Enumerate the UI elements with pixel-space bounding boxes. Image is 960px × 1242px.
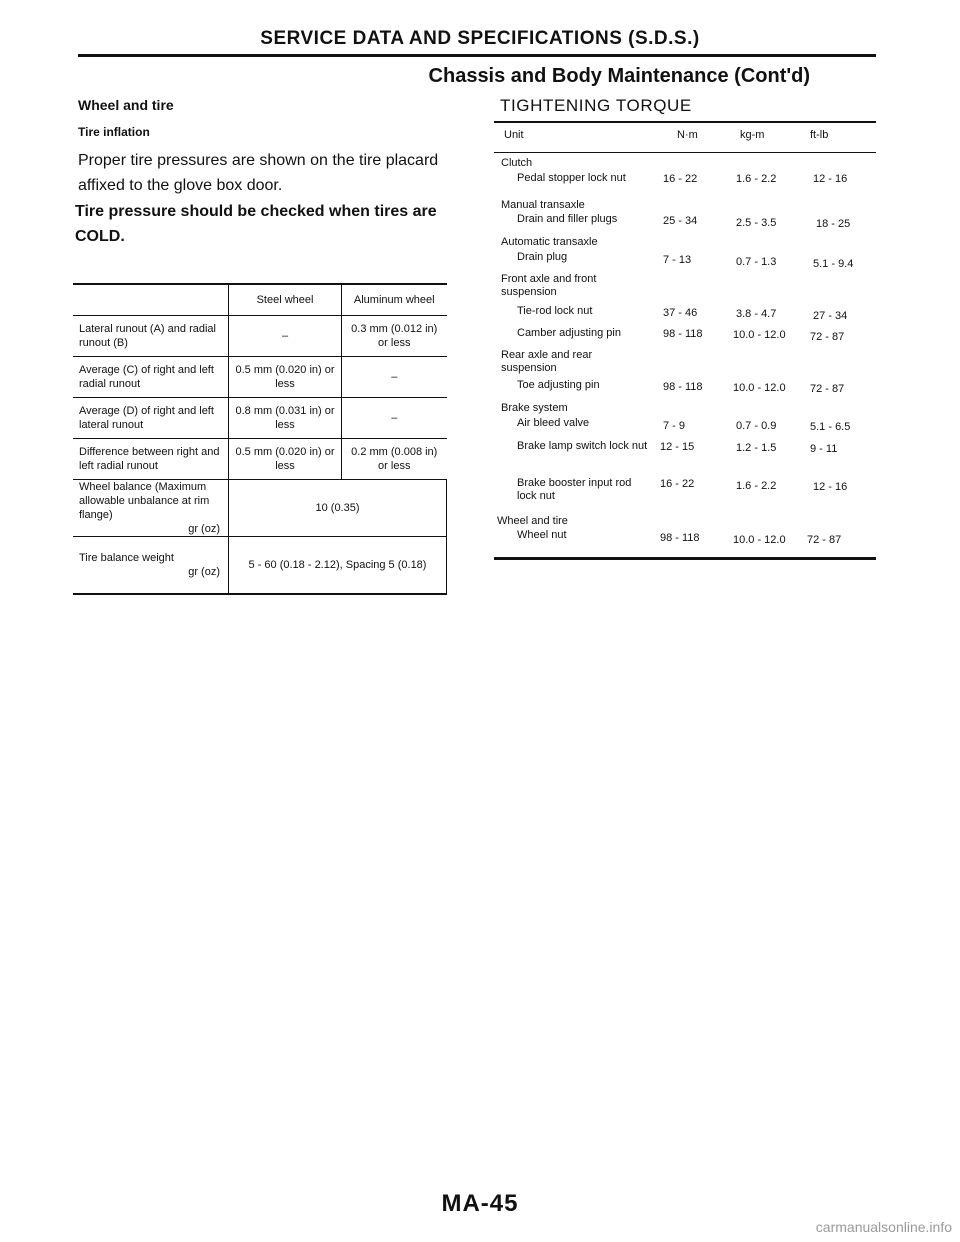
row-label-text: Wheel balance (Maximum allowable unbalance at rim flange) [79,481,210,521]
torque-group-label: Brake system [501,402,568,414]
torque-nm-value: 7 - 9 [663,420,686,432]
torque-kgm-value: 10.0 - 12.0 [733,329,786,341]
page-header-title: SERVICE DATA AND SPECIFICATIONS (S.D.S.) [260,28,700,49]
torque-kgm-value: 1.2 - 1.5 [736,442,777,454]
row-label [73,480,229,537]
row-label: Average (D) of right and left lateral runout [73,398,229,439]
torque-ftlb-value: 72 - 87 [810,331,845,343]
torque-group-label: Wheel and tire [497,515,568,527]
torque-ftlb-value: 5.1 - 9.4 [813,258,854,270]
torque-column-kgm: kg-m [740,129,765,141]
table-row [73,439,447,480]
page-number: MA-45 [441,1190,519,1217]
combined-value: 10 (0.35) [229,480,447,537]
header-rule [78,54,876,57]
torque-ftlb-value: 18 - 25 [816,218,851,230]
torque-item-label: Brake lamp switch lock nut [517,440,648,452]
torque-item-label: Brake booster input rod lock nut [517,477,632,502]
torque-item-label: Toe adjusting pin [517,379,600,391]
tire-inflation-subheading: Tire inflation [78,125,150,139]
column-header-aluminum: Aluminum wheel [342,284,447,316]
table-row [73,357,447,398]
row-label [73,537,229,595]
aluminum-value: 0.2 mm (0.008 in) or less [342,439,447,480]
torque-ftlb-value: 12 - 16 [813,481,848,493]
row-label: Average (C) of right and left radial runout [73,357,229,398]
torque-group-label: Clutch [501,157,533,169]
table-row [73,398,447,439]
torque-nm-value: 98 - 118 [663,381,703,393]
torque-group-label: Front axle and front suspension [501,273,597,298]
wheel-and-tire-heading: Wheel and tire [78,97,174,113]
column-header-blank [73,284,229,316]
torque-nm-value: 37 - 46 [663,307,698,319]
torque-nm-value: 7 - 13 [663,254,692,266]
torque-kgm-value: 0.7 - 0.9 [736,420,777,432]
torque-ftlb-value: 12 - 16 [813,173,848,185]
torque-nm-value: 25 - 34 [663,215,698,227]
row-unit: gr (oz) [188,523,220,535]
torque-nm-value: 98 - 118 [660,532,700,544]
row-label-text: Tire balance weight [79,552,174,564]
torque-item-label: Tie-rod lock nut [517,305,593,317]
aluminum-value: – [342,357,447,398]
tire-pressure-paragraph: Proper tire pressures are shown on the tire placard affixed to the glove box door. [78,152,439,194]
torque-item-label: Camber adjusting pin [517,327,621,339]
column-header-steel: Steel wheel [229,284,342,316]
table-row [73,480,447,537]
torque-nm-value: 98 - 118 [663,328,703,340]
torque-kgm-value: 0.7 - 1.3 [736,256,777,268]
torque-ftlb-value: 72 - 87 [807,534,842,546]
torque-ftlb-value: 27 - 34 [813,310,848,322]
steel-value: – [229,316,342,357]
torque-item-label: Drain and filler plugs [517,213,618,225]
torque-table-top-rule [494,121,876,123]
steel-value: 0.5 mm (0.020 in) or less [229,439,342,480]
torque-column-unit: Unit [504,129,524,141]
torque-nm-value: 16 - 22 [660,478,695,490]
torque-table-bottom-rule [494,557,876,560]
tire-pressure-warning: Tire pressure should be checked when tires are COLD. [75,203,437,245]
row-label: Difference between right and left radial runout [73,439,229,480]
torque-item-label: Pedal stopper lock nut [517,172,626,184]
torque-ftlb-value: 9 - 11 [810,443,838,455]
torque-item-label: Drain plug [517,251,568,263]
torque-ftlb-value: 72 - 87 [810,383,845,395]
tightening-torque-heading: TIGHTENING TORQUE [500,96,692,115]
torque-kgm-value: 10.0 - 12.0 [733,534,786,546]
torque-column-nm: N·m [677,129,698,141]
torque-kgm-value: 3.8 - 4.7 [736,308,777,320]
torque-kgm-value: 1.6 - 2.2 [736,173,777,185]
torque-kgm-value: 10.0 - 12.0 [733,382,786,394]
aluminum-value: – [342,398,447,439]
torque-kgm-value: 1.6 - 2.2 [736,480,777,492]
steel-value: 0.8 mm (0.031 in) or less [229,398,342,439]
row-label: Lateral runout (A) and radial runout (B) [73,316,229,357]
torque-group-label: Automatic transaxle [501,236,598,248]
torque-item-label: Air bleed valve [517,417,590,429]
combined-value: 5 - 60 (0.18 - 2.12), Spacing 5 (0.18) [229,537,447,595]
torque-item-label: Wheel nut [517,529,567,541]
steel-value: 0.5 mm (0.020 in) or less [229,357,342,398]
torque-kgm-value: 2.5 - 3.5 [736,217,777,229]
torque-group-label: Rear axle and rear suspension [501,349,593,374]
wheel-spec-table [73,283,447,595]
table-row [73,316,447,357]
torque-column-ftlb: ft-lb [810,129,829,141]
torque-ftlb-value: 5.1 - 6.5 [810,421,851,433]
torque-table-header-rule [494,152,876,153]
table-row [73,537,447,595]
table-header-row [73,284,447,316]
torque-nm-value: 16 - 22 [663,173,698,185]
section-subtitle: Chassis and Body Maintenance (Cont'd) [428,65,810,87]
torque-nm-value: 12 - 15 [660,441,695,453]
torque-group-label: Manual transaxle [501,199,585,211]
aluminum-value: 0.3 mm (0.012 in) or less [342,316,447,357]
watermark: carmanualsonline.info [815,1219,952,1235]
row-unit: gr (oz) [188,566,220,578]
